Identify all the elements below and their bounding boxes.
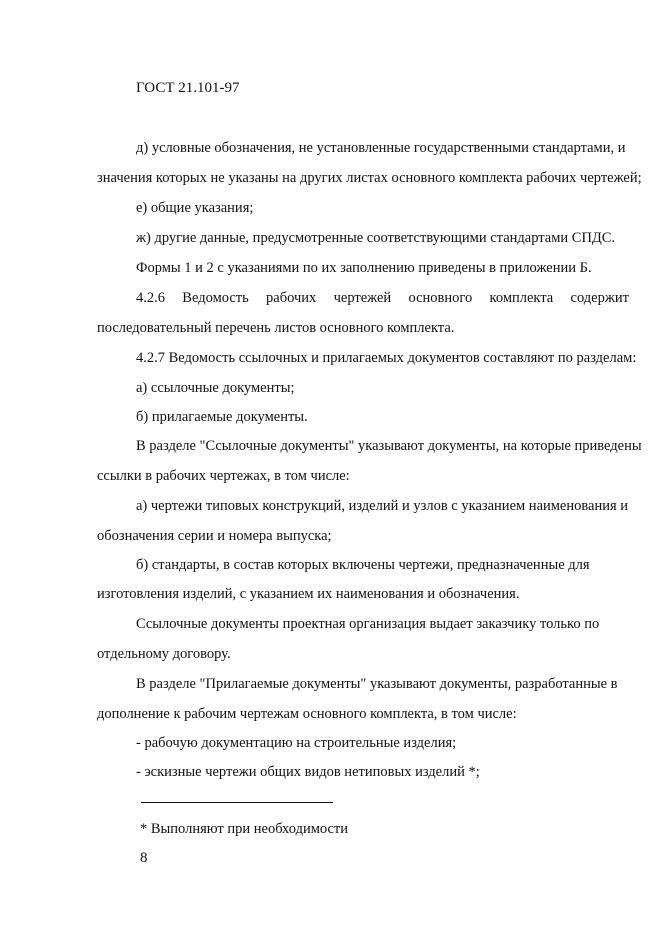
paragraph-line: д) условные обозначения, не установленные государственными стандартами, и <box>136 140 626 156</box>
paragraph-line: В разделе "Ссылочные документы" указывают документы, на которые приведены <box>136 438 642 454</box>
paragraph-line: Ссылочные документы проектная организация выдает заказчику только по <box>136 616 600 632</box>
list-item: б) прилагаемые документы. <box>136 409 308 425</box>
word: рабочих <box>266 290 317 306</box>
list-item: ж) другие данные, предусмотренные соответствующими стандартами СПДС. <box>136 230 616 246</box>
paragraph-line: последовательный перечень листов основного комплекта. <box>97 320 455 336</box>
page-number: 8 <box>140 850 148 866</box>
paragraph-line: ссылки в рабочих чертежах, в том числе: <box>97 468 350 484</box>
paragraph-line: дополнение к рабочим чертежам основного комплекта, в том числе: <box>97 706 517 722</box>
paragraph-line: изготовления изделий, с указанием их наименования и обозначения. <box>97 586 520 602</box>
paragraph-line: В разделе "Прилагаемые документы" указывают документы, разработанные в <box>136 676 618 692</box>
list-item: а) ссылочные документы; <box>136 380 295 396</box>
section-number: 4.2.6 <box>136 290 165 306</box>
list-item: е) общие указания; <box>136 200 254 216</box>
list-item: - эскизные чертежи общих видов нетиповых изделий *; <box>136 764 480 780</box>
word: чертежей <box>333 290 392 306</box>
section-4-2-6-line <box>0 289 661 307</box>
document-header: ГОСТ 21.101-97 <box>136 80 240 96</box>
paragraph-line: обозначения серии и номера выпуска; <box>97 528 332 544</box>
word: содержит <box>570 290 629 306</box>
footnote: * Выполняют при необходимости <box>140 821 349 837</box>
list-item: б) стандарты, в состав которых включены чертежи, предназначенные для <box>136 557 590 573</box>
paragraph-line: отдельному договору. <box>97 646 231 662</box>
word: Ведомость <box>182 290 249 306</box>
paragraph-line: значения которых не указаны на других листах основного комплекта рабочих чертежей; <box>97 170 642 186</box>
footnote-separator <box>141 802 333 803</box>
word: основного <box>408 290 473 306</box>
paragraph-line: 4.2.7 Ведомость ссылочных и прилагаемых документов составляют по разделам: <box>136 350 637 366</box>
list-item: - рабочую документацию на строительные изделия; <box>136 735 457 751</box>
list-item: а) чертежи типовых конструкций, изделий и узлов с указанием наименования и <box>136 498 629 514</box>
word: комплекта <box>489 290 554 306</box>
paragraph-line: Формы 1 и 2 с указаниями по их заполнению приведены в приложении Б. <box>136 260 592 276</box>
